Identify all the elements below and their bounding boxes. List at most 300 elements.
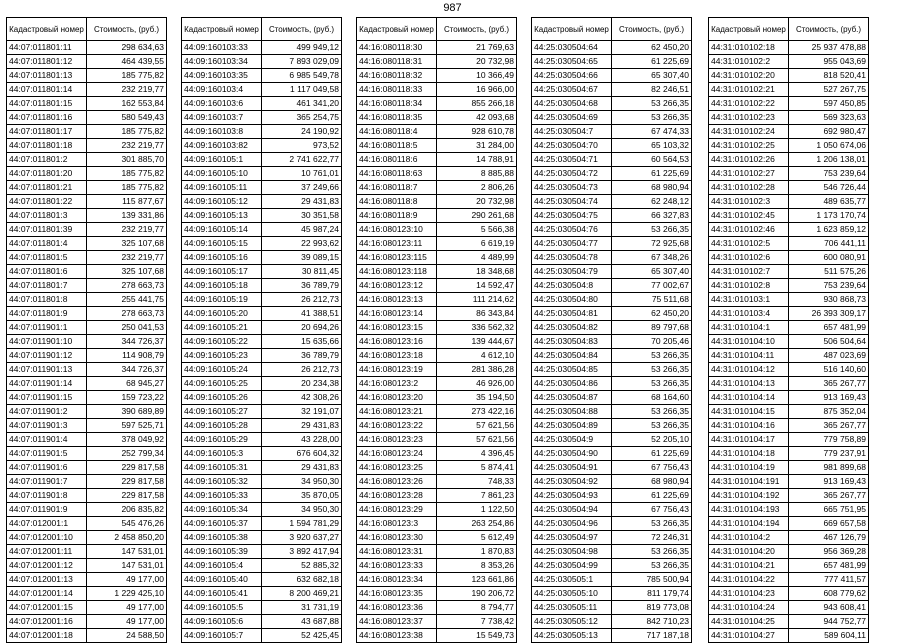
cost-value: 65 103,32 xyxy=(612,139,692,153)
cadastral-number: 44:25:030504:77 xyxy=(532,237,612,251)
table-row xyxy=(357,223,517,237)
cost-value: 53 266,35 xyxy=(612,363,692,377)
table-row xyxy=(709,279,869,293)
table-row xyxy=(357,391,517,405)
table-row xyxy=(357,559,517,573)
table-row xyxy=(709,111,869,125)
cost-value: 301 885,70 xyxy=(87,153,167,167)
cost-value: 68 980,94 xyxy=(612,475,692,489)
cost-value: 65 307,40 xyxy=(612,69,692,83)
cost-value: 913 169,43 xyxy=(789,391,869,405)
cost-value: 580 549,43 xyxy=(87,111,167,125)
table-row xyxy=(709,41,869,55)
table-row xyxy=(357,307,517,321)
cost-value: 4 396,45 xyxy=(437,447,517,461)
cadastral-number: 44:31:010103:4 xyxy=(709,307,789,321)
header-cadastral-number: Кадастровый номер xyxy=(357,18,437,41)
table-row xyxy=(357,615,517,629)
cadastral-number: 44:07:011901:13 xyxy=(7,363,87,377)
table-row xyxy=(709,307,869,321)
table-row xyxy=(182,587,342,601)
cost-value: 22 993,62 xyxy=(262,237,342,251)
table-row xyxy=(532,237,692,251)
cadastral-number: 44:31:010103:1 xyxy=(709,293,789,307)
cadastral-number: 44:16:080123:3 xyxy=(357,517,437,531)
table-row xyxy=(532,489,692,503)
table-row xyxy=(532,419,692,433)
cadastral-number: 44:07:012001:1 xyxy=(7,517,87,531)
table-row xyxy=(532,307,692,321)
cost-value: 2 458 850,20 xyxy=(87,531,167,545)
table-row xyxy=(7,251,167,265)
cost-value: 185 775,82 xyxy=(87,69,167,83)
cadastral-number: 44:16:080118:6 xyxy=(357,153,437,167)
table-row xyxy=(357,97,517,111)
cadastral-number: 44:31:010102:26 xyxy=(709,153,789,167)
cadastral-number: 44:16:080123:22 xyxy=(357,419,437,433)
cost-value: 855 266,18 xyxy=(437,97,517,111)
table-row xyxy=(7,419,167,433)
cost-value: 53 266,35 xyxy=(612,377,692,391)
cost-value: 34 950,30 xyxy=(262,475,342,489)
cost-value: 67 348,26 xyxy=(612,251,692,265)
cost-value: 657 481,99 xyxy=(789,559,869,573)
cost-value: 569 323,63 xyxy=(789,111,869,125)
table-row xyxy=(7,405,167,419)
table-row xyxy=(357,517,517,531)
table-row xyxy=(532,573,692,587)
cost-value: 487 023,69 xyxy=(789,349,869,363)
cost-value: 499 949,12 xyxy=(262,41,342,55)
cost-value: 229 817,58 xyxy=(87,489,167,503)
cadastral-number: 44:07:011801:17 xyxy=(7,125,87,139)
table-row xyxy=(182,517,342,531)
cadastral-number: 44:09:160103:35 xyxy=(182,69,262,83)
cadastral-table-5 xyxy=(708,17,869,643)
cadastral-number: 44:16:080118:31 xyxy=(357,55,437,69)
cadastral-number: 44:31:010104:27 xyxy=(709,629,789,643)
cadastral-number: 44:09:160105:18 xyxy=(182,279,262,293)
cost-value: 913 169,43 xyxy=(789,475,869,489)
cost-value: 36 789,79 xyxy=(262,349,342,363)
table-row xyxy=(709,461,869,475)
table-row xyxy=(357,195,517,209)
table-row xyxy=(709,615,869,629)
cost-value: 263 254,86 xyxy=(437,517,517,531)
cadastral-table-2 xyxy=(181,17,342,643)
table-row xyxy=(532,209,692,223)
cadastral-number: 44:25:030504:85 xyxy=(532,363,612,377)
cost-value: 467 126,79 xyxy=(789,531,869,545)
cadastral-number: 44:25:030504:81 xyxy=(532,307,612,321)
table-row xyxy=(182,223,342,237)
cadastral-number: 44:25:030504:9 xyxy=(532,433,612,447)
cadastral-number: 44:31:010102:2 xyxy=(709,55,789,69)
cost-value: 32 191,07 xyxy=(262,405,342,419)
cadastral-number: 44:16:080123:14 xyxy=(357,307,437,321)
cadastral-number: 44:07:011901:12 xyxy=(7,349,87,363)
cadastral-number: 44:31:010102:6 xyxy=(709,251,789,265)
cadastral-number: 44:25:030504:66 xyxy=(532,69,612,83)
table-row xyxy=(182,293,342,307)
table-row xyxy=(7,363,167,377)
cost-value: 162 553,84 xyxy=(87,97,167,111)
cadastral-number: 44:16:080123:21 xyxy=(357,405,437,419)
cadastral-number: 44:25:030504:74 xyxy=(532,195,612,209)
cost-value: 819 773,08 xyxy=(612,601,692,615)
cost-value: 546 726,44 xyxy=(789,181,869,195)
cadastral-number: 44:25:030504:68 xyxy=(532,97,612,111)
cost-value: 8 353,26 xyxy=(437,559,517,573)
table-row xyxy=(709,55,869,69)
table-row xyxy=(709,489,869,503)
cost-value: 875 352,04 xyxy=(789,405,869,419)
page-number: 987 xyxy=(443,2,462,14)
table-row xyxy=(182,447,342,461)
table-row xyxy=(532,55,692,69)
cost-value: 114 908,79 xyxy=(87,349,167,363)
cost-value: 8 794,77 xyxy=(437,601,517,615)
table-row xyxy=(709,447,869,461)
cadastral-number: 44:31:010104:194 xyxy=(709,517,789,531)
cadastral-number: 44:09:160103:82 xyxy=(182,139,262,153)
cost-value: 597 525,71 xyxy=(87,419,167,433)
cost-value: 53 266,35 xyxy=(612,111,692,125)
cost-value: 49 177,00 xyxy=(87,615,167,629)
cadastral-number: 44:25:030504:82 xyxy=(532,321,612,335)
cost-value: 14 788,91 xyxy=(437,153,517,167)
table-row xyxy=(357,335,517,349)
cost-value: 1 870,83 xyxy=(437,545,517,559)
cost-value: 676 604,32 xyxy=(262,447,342,461)
table-row xyxy=(532,391,692,405)
table-row xyxy=(182,489,342,503)
cadastral-number: 44:25:030504:94 xyxy=(532,503,612,517)
cadastral-number: 44:31:010102:24 xyxy=(709,125,789,139)
table-row xyxy=(357,489,517,503)
cadastral-number: 44:31:010104:193 xyxy=(709,503,789,517)
cost-value: 24 190,92 xyxy=(262,125,342,139)
table-row xyxy=(357,503,517,517)
cost-value: 6 619,19 xyxy=(437,237,517,251)
cadastral-number: 44:09:160105:4 xyxy=(182,559,262,573)
table-row xyxy=(357,573,517,587)
cost-value: 928 610,78 xyxy=(437,125,517,139)
table-row xyxy=(709,125,869,139)
cadastral-number: 44:07:012001:12 xyxy=(7,559,87,573)
cadastral-number: 44:16:080123:18 xyxy=(357,349,437,363)
cost-value: 16 966,00 xyxy=(437,83,517,97)
cadastral-number: 44:07:011901:5 xyxy=(7,447,87,461)
cadastral-number: 44:09:160105:23 xyxy=(182,349,262,363)
table-row xyxy=(357,181,517,195)
table-row xyxy=(357,279,517,293)
cadastral-number: 44:07:011801:4 xyxy=(7,237,87,251)
cost-value: 325 107,68 xyxy=(87,265,167,279)
cost-value: 365 267,77 xyxy=(789,489,869,503)
cost-value: 30 351,58 xyxy=(262,209,342,223)
cadastral-number: 44:25:030504:86 xyxy=(532,377,612,391)
cost-value: 600 080,91 xyxy=(789,251,869,265)
table-row xyxy=(357,55,517,69)
cadastral-number: 44:16:080123:15 xyxy=(357,321,437,335)
cadastral-number: 44:25:030505:10 xyxy=(532,587,612,601)
table-row xyxy=(357,405,517,419)
table-row xyxy=(357,293,517,307)
cadastral-number: 44:31:010102:46 xyxy=(709,223,789,237)
cost-value: 42 308,26 xyxy=(262,391,342,405)
cadastral-number: 44:16:080123:12 xyxy=(357,279,437,293)
table-row xyxy=(532,517,692,531)
cadastral-number: 44:31:010104:13 xyxy=(709,377,789,391)
cost-value: 365 267,77 xyxy=(789,377,869,391)
header-cadastral-number: Кадастровый номер xyxy=(709,18,789,41)
cost-value: 278 663,73 xyxy=(87,279,167,293)
cadastral-number: 44:09:160105:34 xyxy=(182,503,262,517)
cadastral-number: 44:07:011801:5 xyxy=(7,251,87,265)
table-row xyxy=(532,69,692,83)
cost-value: 255 441,75 xyxy=(87,293,167,307)
cadastral-number: 44:25:030504:83 xyxy=(532,335,612,349)
cost-value: 86 343,84 xyxy=(437,307,517,321)
cost-value: 123 661,86 xyxy=(437,573,517,587)
table-row xyxy=(709,601,869,615)
cost-value: 53 266,35 xyxy=(612,97,692,111)
table-row xyxy=(709,293,869,307)
cadastral-number: 44:07:011801:6 xyxy=(7,265,87,279)
table-row xyxy=(7,181,167,195)
cost-value: 365 267,77 xyxy=(789,419,869,433)
cost-value: 25 937 478,88 xyxy=(789,41,869,55)
cost-value: 26 212,73 xyxy=(262,363,342,377)
table-row xyxy=(709,321,869,335)
cadastral-number: 44:31:010104:20 xyxy=(709,545,789,559)
cost-value: 390 689,89 xyxy=(87,405,167,419)
cadastral-number: 44:25:030504:64 xyxy=(532,41,612,55)
table-row xyxy=(182,139,342,153)
cost-value: 41 388,51 xyxy=(262,307,342,321)
cost-value: 57 621,56 xyxy=(437,419,517,433)
cadastral-number: 44:07:011901:4 xyxy=(7,433,87,447)
cost-value: 2 741 622,77 xyxy=(262,153,342,167)
cadastral-number: 44:31:010104:16 xyxy=(709,419,789,433)
cadastral-number: 44:25:030505:12 xyxy=(532,615,612,629)
cost-value: 72 246,31 xyxy=(612,531,692,545)
cadastral-number: 44:09:160103:33 xyxy=(182,41,262,55)
cadastral-number: 44:25:030504:90 xyxy=(532,447,612,461)
cadastral-number: 44:07:011801:9 xyxy=(7,307,87,321)
cost-value: 14 592,47 xyxy=(437,279,517,293)
cadastral-number: 44:07:012001:10 xyxy=(7,531,87,545)
cost-value: 657 481,99 xyxy=(789,321,869,335)
cadastral-number: 44:07:011801:21 xyxy=(7,181,87,195)
cost-value: 545 476,26 xyxy=(87,517,167,531)
cadastral-number: 44:25:030504:76 xyxy=(532,223,612,237)
cadastral-number: 44:16:080123:2 xyxy=(357,377,437,391)
table-row xyxy=(357,139,517,153)
header-cost: Стоимость, (руб.) xyxy=(612,18,692,41)
table-row xyxy=(7,503,167,517)
cadastral-number: 44:07:011901:2 xyxy=(7,405,87,419)
cost-value: 818 520,41 xyxy=(789,69,869,83)
table-row xyxy=(357,349,517,363)
cadastral-number: 44:07:011801:18 xyxy=(7,139,87,153)
cost-value: 46 926,00 xyxy=(437,377,517,391)
cost-value: 20 234,38 xyxy=(262,377,342,391)
table-row xyxy=(357,377,517,391)
cost-value: 26 393 309,17 xyxy=(789,307,869,321)
table-row xyxy=(357,531,517,545)
cadastral-number: 44:16:080123:13 xyxy=(357,293,437,307)
table-row xyxy=(182,111,342,125)
table-row xyxy=(7,41,167,55)
cost-value: 8 200 469,21 xyxy=(262,587,342,601)
table-row xyxy=(7,573,167,587)
table-row xyxy=(532,503,692,517)
table-row xyxy=(182,321,342,335)
table-row xyxy=(182,265,342,279)
table-row xyxy=(357,475,517,489)
table-row xyxy=(7,615,167,629)
cost-value: 15 549,73 xyxy=(437,629,517,643)
cadastral-number: 44:16:080118:32 xyxy=(357,69,437,83)
table-row xyxy=(357,153,517,167)
cost-value: 53 266,35 xyxy=(612,405,692,419)
table-row xyxy=(709,209,869,223)
table-row xyxy=(709,223,869,237)
table-row xyxy=(182,363,342,377)
table-row xyxy=(357,363,517,377)
cadastral-number: 44:09:160105:31 xyxy=(182,461,262,475)
cadastral-number: 44:09:160103:6 xyxy=(182,97,262,111)
cost-value: 31 731,19 xyxy=(262,601,342,615)
table-row xyxy=(532,223,692,237)
table-row xyxy=(357,419,517,433)
cadastral-number: 44:31:010102:18 xyxy=(709,41,789,55)
cost-value: 53 266,35 xyxy=(612,517,692,531)
table-row xyxy=(7,447,167,461)
table-row xyxy=(532,293,692,307)
table-row xyxy=(182,573,342,587)
cadastral-number: 44:31:010102:5 xyxy=(709,237,789,251)
cost-value: 785 500,94 xyxy=(612,573,692,587)
cadastral-number: 44:16:080118:34 xyxy=(357,97,437,111)
cost-value: 748,33 xyxy=(437,475,517,489)
cadastral-number: 44:16:080123:34 xyxy=(357,573,437,587)
cadastral-number: 44:09:160105:28 xyxy=(182,419,262,433)
cadastral-number: 44:31:010102:23 xyxy=(709,111,789,125)
table-row xyxy=(532,335,692,349)
cost-value: 252 799,34 xyxy=(87,447,167,461)
cadastral-number: 44:07:011801:20 xyxy=(7,167,87,181)
cost-value: 973,52 xyxy=(262,139,342,153)
table-row xyxy=(357,41,517,55)
cadastral-number: 44:31:010102:27 xyxy=(709,167,789,181)
cost-value: 516 140,60 xyxy=(789,363,869,377)
table-row xyxy=(182,279,342,293)
table-row xyxy=(532,587,692,601)
cadastral-number: 44:16:080123:24 xyxy=(357,447,437,461)
cost-value: 753 239,64 xyxy=(789,167,869,181)
cadastral-number: 44:09:160105:39 xyxy=(182,545,262,559)
cadastral-number: 44:25:030504:79 xyxy=(532,265,612,279)
cost-value: 589 604,11 xyxy=(789,629,869,643)
cadastral-number: 44:09:160105:19 xyxy=(182,293,262,307)
cost-value: 89 797,68 xyxy=(612,321,692,335)
cadastral-number: 44:07:011801:7 xyxy=(7,279,87,293)
cost-value: 67 474,33 xyxy=(612,125,692,139)
table-row xyxy=(182,97,342,111)
table-row xyxy=(532,111,692,125)
cost-value: 692 980,47 xyxy=(789,125,869,139)
table-row xyxy=(7,83,167,97)
cost-value: 250 041,53 xyxy=(87,321,167,335)
cadastral-number: 44:07:011901:15 xyxy=(7,391,87,405)
cadastral-number: 44:31:010104:192 xyxy=(709,489,789,503)
table-row xyxy=(182,405,342,419)
cadastral-number: 44:31:010104:22 xyxy=(709,573,789,587)
cost-value: 147 531,01 xyxy=(87,559,167,573)
cost-value: 45 987,24 xyxy=(262,223,342,237)
cost-value: 779 758,89 xyxy=(789,433,869,447)
table-row xyxy=(709,433,869,447)
cadastral-number: 44:07:011801:16 xyxy=(7,111,87,125)
cadastral-table-4 xyxy=(531,17,692,643)
table-row xyxy=(182,83,342,97)
table-row xyxy=(7,489,167,503)
table-row xyxy=(532,447,692,461)
cadastral-number: 44:16:080123:10 xyxy=(357,223,437,237)
table-row xyxy=(182,41,342,55)
table-row xyxy=(709,265,869,279)
cadastral-number: 44:16:080123:26 xyxy=(357,475,437,489)
cadastral-number: 44:25:030504:99 xyxy=(532,559,612,573)
table-row xyxy=(182,153,342,167)
cost-value: 4 489,99 xyxy=(437,251,517,265)
cost-value: 185 775,82 xyxy=(87,125,167,139)
cost-value: 115 877,67 xyxy=(87,195,167,209)
cost-value: 53 266,35 xyxy=(612,419,692,433)
cadastral-number: 44:07:011801:3 xyxy=(7,209,87,223)
cadastral-number: 44:25:030504:89 xyxy=(532,419,612,433)
table-row xyxy=(532,83,692,97)
cost-value: 139 331,86 xyxy=(87,209,167,223)
cost-value: 29 431,83 xyxy=(262,195,342,209)
cost-value: 34 950,30 xyxy=(262,503,342,517)
cost-value: 229 817,58 xyxy=(87,461,167,475)
cost-value: 60 564,53 xyxy=(612,153,692,167)
table-row xyxy=(7,111,167,125)
cadastral-number: 44:07:011801:13 xyxy=(7,69,87,83)
table-row xyxy=(7,377,167,391)
cadastral-number: 44:07:011801:12 xyxy=(7,55,87,69)
cost-value: 65 307,40 xyxy=(612,265,692,279)
table-row xyxy=(709,83,869,97)
cadastral-number: 44:31:010102:3 xyxy=(709,195,789,209)
table-row xyxy=(182,419,342,433)
table-row xyxy=(709,335,869,349)
table-row xyxy=(182,167,342,181)
cadastral-number: 44:09:160105:6 xyxy=(182,615,262,629)
cost-value: 57 621,56 xyxy=(437,433,517,447)
cadastral-number: 44:07:011901:6 xyxy=(7,461,87,475)
table-row xyxy=(532,41,692,55)
cost-value: 777 411,57 xyxy=(789,573,869,587)
cadastral-number: 44:07:012001:11 xyxy=(7,545,87,559)
table-row xyxy=(532,321,692,335)
cadastral-number: 44:07:012001:18 xyxy=(7,629,87,643)
cost-value: 232 219,77 xyxy=(87,223,167,237)
